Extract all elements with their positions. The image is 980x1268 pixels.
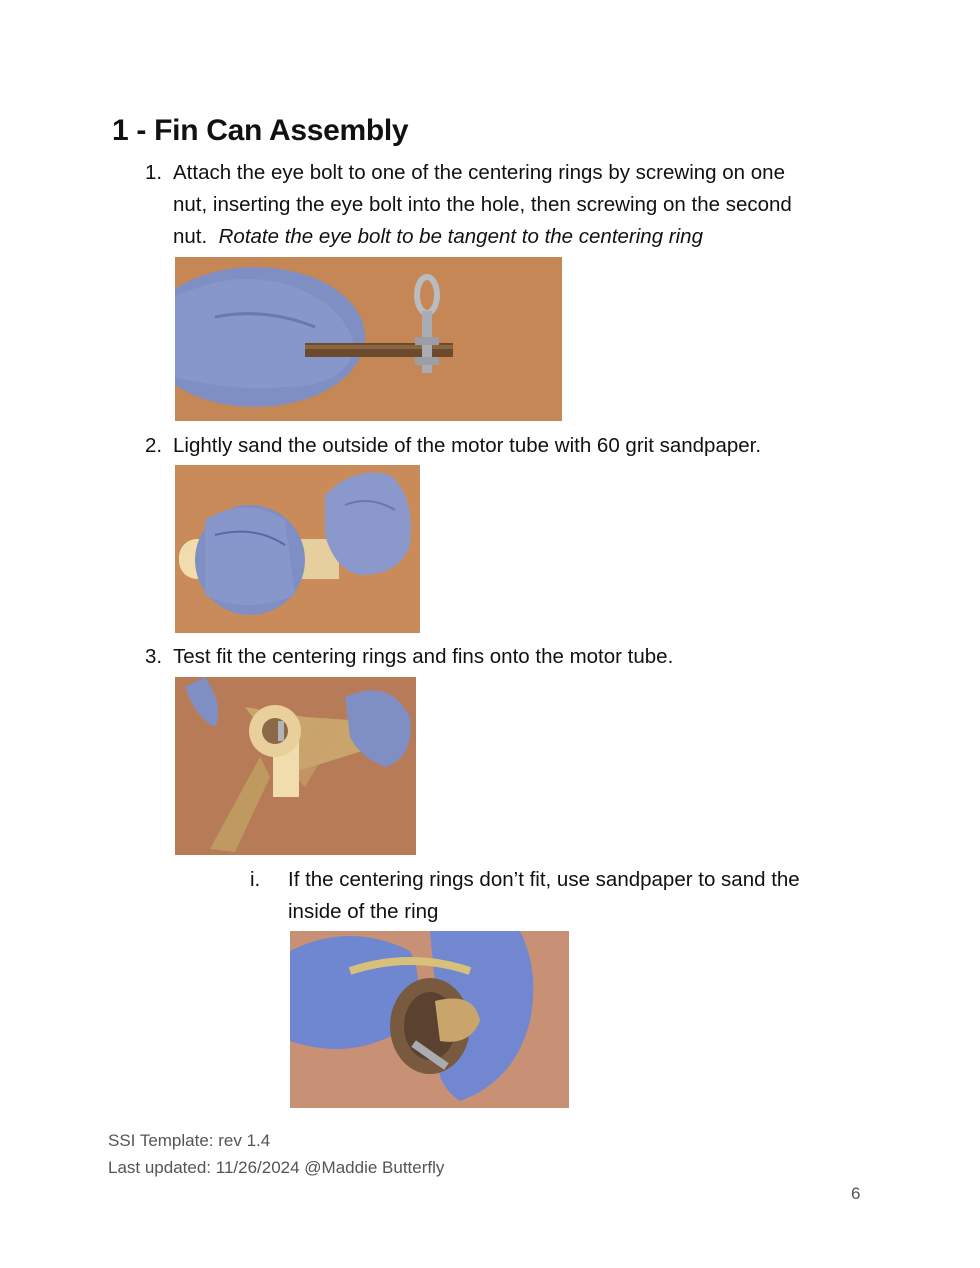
step-text: Lightly sand the outside of the motor tube with 60 grit sandpaper. — [173, 434, 762, 457]
substep-line: If the centering rings don’t fit, use sandpaper to sand the — [288, 868, 800, 891]
step-line: nut, inserting the eye bolt into the hole, then screwing on the second — [173, 193, 792, 216]
step-1 — [145, 157, 865, 257]
step-number: 2. — [145, 434, 163, 457]
step-3 — [145, 641, 865, 675]
step-line-with-note: nut. Rotate the eye bolt to be tangent to the centering ring — [173, 225, 703, 248]
sanding-motor-tube-photo — [175, 465, 420, 633]
footer-template: SSI Template: rev 1.4 — [108, 1131, 271, 1150]
italic-note: Rotate the eye bolt to be tangent to the centering ring — [218, 225, 703, 248]
sanding-ring-inside-photo — [290, 931, 569, 1108]
step-2 — [145, 430, 865, 464]
page-number: 6 — [851, 1184, 861, 1203]
test-fit-fins-photo — [175, 677, 416, 855]
step-number: 3. — [145, 645, 163, 668]
footer-updated: Last updated: 11/26/2024 @Maddie Butterfly — [108, 1158, 445, 1177]
substep-i — [250, 864, 870, 930]
section-title: 1 - Fin Can Assembly — [112, 114, 409, 147]
substep-text — [288, 864, 800, 928]
substep-number: i. — [250, 868, 261, 891]
substep-line: inside of the ring — [288, 900, 439, 923]
step-number: 1. — [145, 161, 163, 184]
step-text — [173, 157, 792, 253]
step-line: Attach the eye bolt to one of the centering rings by screwing on one — [173, 161, 785, 184]
step-text: Test fit the centering rings and fins onto the motor tube. — [173, 645, 674, 668]
eye-bolt-centering-ring-photo — [175, 257, 562, 421]
